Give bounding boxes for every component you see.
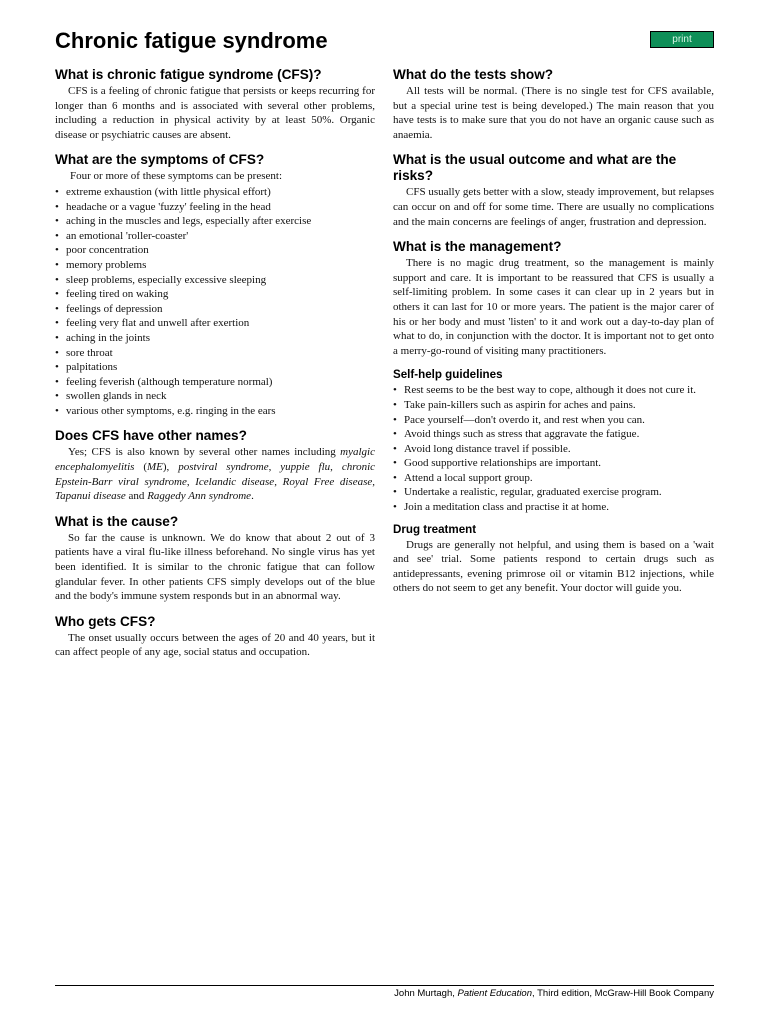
alt-name: Tapanui disease (55, 490, 126, 503)
section-text: All tests will be normal. (There is no single test for CFS available, but a special urine test is being developed.) The main reason that you have tests is to make sure that you do not have an organic cause such as anaemia. (393, 85, 714, 141)
text-run: , (186, 475, 196, 488)
right-column (393, 67, 714, 606)
list-item: • feeling feverish (although temperature normal) (55, 375, 375, 390)
section-heading: What is the management? (393, 239, 562, 255)
section-other-names (55, 428, 375, 503)
print-button[interactable]: print (650, 31, 714, 48)
section-heading: Does CFS have other names? (55, 428, 247, 444)
alt-name: ME (147, 461, 163, 474)
section-text: So far the cause is unknown. We do know that about 2 out of 3 patients have a viral flu-like illness beforehand. No single virus has yet been identified. It is similar to the chronic fatigue that can follow glandular fever. In other patients CFS simply develops out of the blue and the body's immune system responds but in an abnormal way. (55, 531, 375, 603)
text-run: , (274, 475, 283, 488)
subsection-heading: Self-help guidelines (393, 368, 503, 382)
list-item: • aching in the joints (55, 331, 375, 346)
list-item: • aching in the muscles and legs, especially after exercise (55, 214, 375, 229)
subsection-heading: Drug treatment (393, 522, 477, 536)
alt-name: Royal Free disease (282, 475, 373, 488)
text-run: , (268, 461, 281, 474)
list-item: • Avoid things such as stress that aggravate the fatigue. (393, 427, 714, 442)
section-what-is (55, 67, 375, 142)
section-text (55, 445, 375, 503)
text-run: Yes; CFS is also known by several other names including (68, 446, 341, 459)
footer-author: John Murtagh, (394, 988, 458, 999)
text-run: ( (134, 461, 147, 474)
list-item: • palpitations (55, 360, 375, 375)
section-self-help (393, 368, 714, 514)
text-run: ), (162, 461, 179, 474)
list-item: • swollen glands in neck (55, 389, 375, 404)
footer-divider (55, 985, 714, 986)
list-item: • Rest seems to be the best way to cope, although it does not cure it. (393, 383, 714, 398)
symptom-list (55, 185, 375, 419)
list-item: • Join a meditation class and practise it at home. (393, 500, 714, 515)
list-item: • Undertake a realistic, regular, graduated exercise program. (393, 485, 714, 500)
list-item: • poor concentration (55, 243, 375, 258)
page-title: Chronic fatigue syndrome (55, 28, 328, 53)
alt-name: yuppie flu (280, 461, 331, 474)
section-text: There is no magic drug treatment, so the management is mainly support and care. It is important to be reassured that CFS is usually a self-limiting problem. In some cases it can clear up in 2 years but in others it can last for 10 or more years. The patient is the major carer of his or her body and must 'listen' to it and work out a day-to-day plan of what to do, in conjunction with the doctor. It is important not to get onto a merry-go-round of visiting many practitioners. (393, 257, 714, 357)
list-item: • an emotional 'roller-coaster' (55, 229, 375, 244)
list-item: • Take pain-killers such as aspirin for aches and pains. (393, 398, 714, 413)
section-cause (55, 514, 375, 604)
section-symptoms (55, 152, 375, 418)
section-text: The onset usually occurs between the ages of 20 and 40 years, but it can affect people of any age, social status and occupation. (55, 631, 375, 659)
section-drug-treatment (393, 523, 714, 596)
text-run: , (372, 475, 376, 488)
alt-name: myalgic encephalomyelitis (55, 446, 375, 474)
footer-citation (394, 988, 714, 1000)
section-management (393, 239, 714, 358)
alt-name: chronic Epstein-Barr viral syndrome (55, 461, 376, 488)
list-item: • memory problems (55, 258, 375, 273)
section-heading: What are the symptoms of CFS? (55, 152, 265, 168)
section-heading: What is the cause? (55, 513, 179, 529)
section-heading: What is the usual outcome and what are the risks? (393, 152, 677, 184)
section-heading: What do the tests show? (393, 67, 554, 82)
section-text: Drugs are generally not helpful, and using them is based on a 'wait and see' trial. Some patients respond to certain drugs such as antidepressants, evening primrose oil or vitamin B12 injections, while others do not seem to get any benefit. Your doctor will guide you. (393, 538, 714, 595)
section-heading: What is chronic fatigue syndrome (CFS)? (55, 67, 322, 82)
footer-edition: , Third edition, McGraw-Hill Book Company (532, 988, 714, 999)
section-heading: Who gets CFS? (55, 613, 156, 629)
list-item: • Good supportive relationships are important. (393, 456, 714, 471)
section-tests (393, 67, 714, 142)
section-outcome (393, 152, 714, 229)
list-item: • feelings of depression (55, 302, 375, 317)
list-item: • extreme exhaustion (with little physical effort) (55, 185, 375, 200)
alt-name: postviral syndrome (178, 461, 269, 474)
list-item: • feeling very flat and unwell after exertion (55, 316, 375, 331)
section-text: CFS usually gets better with a slow, steady improvement, but relapses can occur on and off for some time. There are usually no complications and the main concerns are feelings of anger, frustration and depression. (393, 186, 714, 228)
list-item: • headache or a vague 'fuzzy' feeling in the head (55, 200, 375, 215)
left-column (55, 67, 375, 670)
section-intro: Four or more of these symptoms can be present: (70, 170, 283, 183)
text-run: , (330, 461, 342, 474)
footer-book-title: Patient Education (457, 988, 533, 999)
alt-name: Raggedy Ann syndrome (147, 490, 252, 503)
text-run: . (251, 490, 254, 503)
list-item: • Attend a local support group. (393, 471, 714, 486)
list-item: • feeling tired on waking (55, 287, 375, 302)
section-text: CFS is a feeling of chronic fatigue that persists or keeps recurring for longer than 6 months and is associated with several other problems, including a reduction in physical activity by at least 50%. Organic disease or psychiatric causes are absent. (55, 85, 375, 141)
list-item: • various other symptoms, e.g. ringing in the ears (55, 404, 375, 419)
self-help-list (393, 383, 714, 514)
section-who (55, 614, 375, 660)
list-item: • sleep problems, especially excessive sleeping (55, 273, 375, 288)
list-item: • Pace yourself—don't overdo it, and rest when you can. (393, 413, 714, 428)
list-item: • sore throat (55, 346, 375, 361)
text-run: and (125, 490, 148, 503)
list-item: • Avoid long distance travel if possible. (393, 442, 714, 457)
alt-name: Icelandic disease (195, 475, 275, 488)
